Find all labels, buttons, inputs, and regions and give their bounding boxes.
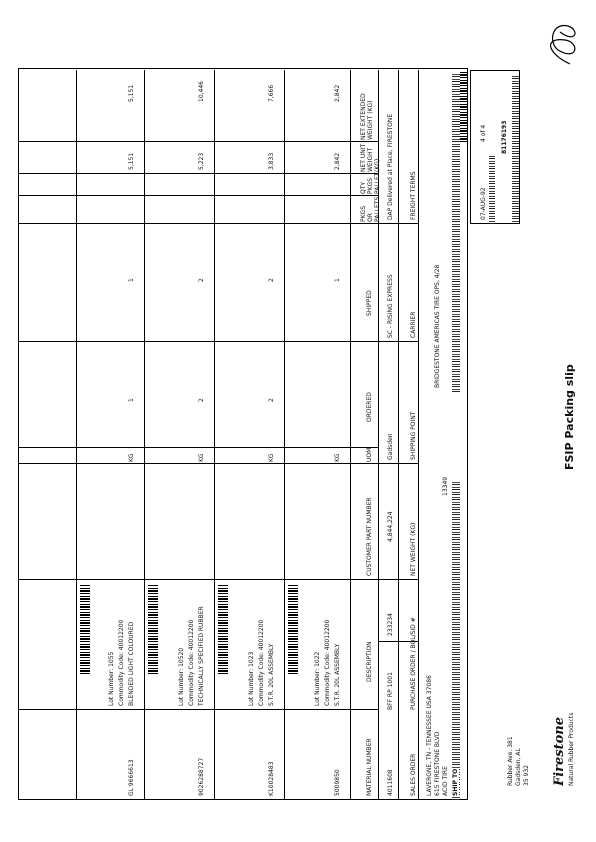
divider — [18, 579, 378, 580]
divider — [76, 70, 77, 800]
doc-info-box — [470, 70, 520, 224]
col-pkgs: PKGS OR PALLETS — [360, 196, 381, 222]
row-desc: Commodity Code: 40012200 — [188, 619, 195, 706]
col-uom: UOM — [366, 447, 373, 462]
net-weight-value: 4,844,224 — [387, 511, 394, 542]
row-net-ext: 5,151 — [128, 84, 135, 102]
row-net-unit: 3,833 — [268, 152, 275, 170]
shipping-point-label: SHIPPING POINT — [410, 411, 417, 460]
row-net-unit: 5,223 — [198, 152, 205, 170]
row-net-ext: 2,842 — [334, 84, 341, 102]
col-net-unit: NET UNIT WEIGHT (KG) — [360, 143, 381, 172]
freight-value: DAP Delivered at Place, FIRESTONE — [387, 113, 394, 220]
row-barcode — [288, 584, 298, 674]
row-shipped: 2 — [198, 278, 205, 282]
doc-number: 81176193 — [501, 120, 508, 154]
divider — [18, 447, 378, 448]
row-net-ext: 10,446 — [198, 81, 205, 102]
row-ordered: 2 — [268, 398, 275, 402]
row-desc: S.T.R. 20L ASSEMBLY — [334, 643, 341, 706]
row-desc: Lot Number: 1022 — [314, 651, 321, 706]
address-line: 35 932 — [523, 765, 530, 786]
ship-to-line: LAVERGNE, TN - TENNESSEE USA 37086 — [426, 675, 433, 796]
divider — [18, 463, 378, 464]
col-customer-part: CUSTOMER PART NUMBER — [366, 497, 373, 576]
row-net-unit: 2,842 — [334, 152, 341, 170]
row-material: 9026288727 — [198, 757, 205, 796]
row-uom: KG — [198, 453, 205, 462]
row-desc: Commodity Code: 40012200 — [118, 619, 125, 706]
divider — [378, 579, 418, 580]
ship-to-label: SHIP TO — [452, 768, 459, 796]
doc-date: 07-AUG-92 — [480, 187, 487, 220]
row-desc: Lot Number: 1055 — [108, 651, 115, 706]
po-value: 233234 — [387, 613, 394, 636]
row-net-unit: 5,151 — [128, 152, 135, 170]
row-desc: Lot Number: 10520 — [178, 647, 185, 706]
col-qty: QTY PKGS PALLET — [360, 172, 381, 194]
row-barcode — [218, 584, 228, 674]
main-form — [18, 68, 468, 800]
divider — [418, 70, 419, 800]
carrier-label: CARRIER — [410, 311, 417, 338]
bill-to-line: BRIDGESTONE AMERICAS TIRE OPS, 4/28 — [434, 264, 441, 388]
divider — [214, 70, 215, 800]
address-line: Gadsden, AL — [515, 748, 522, 786]
page-number: 4 of 4 — [480, 124, 487, 142]
divider — [350, 70, 351, 800]
row-desc: Commodity Code: 40012200 — [258, 619, 265, 706]
row-material: GL 9666613 — [128, 759, 135, 796]
row-material: K10028483 — [268, 761, 275, 796]
sales-order-value: 4011608 — [387, 769, 394, 796]
divider — [378, 463, 418, 464]
row-material: 5009850 — [334, 769, 341, 796]
divider — [18, 195, 378, 196]
row-desc: Commodity Code: 40012200 — [324, 619, 331, 706]
carrier-value: SC - RISING EXPRESS — [387, 274, 394, 338]
freight-label: FREIGHT TERMS — [410, 171, 417, 220]
row-desc: TECHNICALLY SPECIFIED RUBBER — [198, 606, 205, 706]
shipping-point-value: Gadsden — [387, 433, 394, 460]
ship-to-line: 615 FIRESTONE BLVD — [434, 731, 441, 796]
bill-to-hatch — [452, 72, 460, 392]
row-shipped: 2 — [268, 278, 275, 282]
col-shipped: SHIPPED — [366, 290, 373, 316]
divider — [398, 70, 399, 800]
divider — [18, 341, 378, 342]
ship-to-line: ACID TIRE — [442, 766, 449, 796]
row-desc: S.T.R. 20L ASSEMBLY — [268, 643, 275, 706]
col-description: DESCRIPTION — [366, 641, 373, 682]
col-ordered: ORDERED — [366, 392, 373, 422]
row-shipped: 1 — [128, 278, 135, 282]
row-uom: KG — [128, 453, 135, 462]
address-line: Rubber Ave. 381 — [507, 736, 514, 786]
col-net-ext: NET EXTENDED WEIGHT (KG) — [360, 93, 374, 140]
divider — [378, 223, 418, 224]
divider — [18, 173, 378, 174]
sales-order-label: SALES ORDER — [410, 753, 417, 796]
doc-date-hatch — [489, 154, 495, 224]
row-ordered: 2 — [198, 398, 205, 402]
divider — [144, 70, 145, 800]
divider — [284, 70, 285, 800]
row-shipped: 1 — [334, 278, 341, 282]
row-desc: Lot Number: 1023 — [248, 651, 255, 706]
company-logo: Firestone — [552, 716, 567, 786]
divider — [18, 141, 378, 142]
page-title: FSIP Packing slip — [563, 364, 576, 470]
po-label: PURCHASE ORDER / BOL/SID # — [410, 617, 417, 710]
row-ordered: 1 — [128, 398, 135, 402]
row-uom: KG — [334, 453, 341, 462]
row-desc: BLENDED LIGHT COLOURED — [128, 621, 135, 706]
ship-to-hatch — [452, 480, 460, 800]
row-barcode — [80, 584, 90, 674]
net-weight-label: NET WEIGHT (KG) — [410, 522, 417, 576]
logo-subtitle: Natural Rubber Products — [568, 712, 575, 786]
row-net-ext: 7,666 — [268, 84, 275, 102]
po-ref: BFF RP 1001 — [387, 672, 394, 710]
divider — [378, 341, 418, 342]
divider — [18, 709, 378, 710]
signature — [540, 10, 584, 72]
col-material: MATERIAL NUMBER — [366, 738, 373, 796]
row-uom: KG — [268, 453, 275, 462]
row-barcode — [148, 584, 158, 674]
divider — [18, 223, 378, 224]
ship-to-code: 13349 — [442, 476, 449, 496]
